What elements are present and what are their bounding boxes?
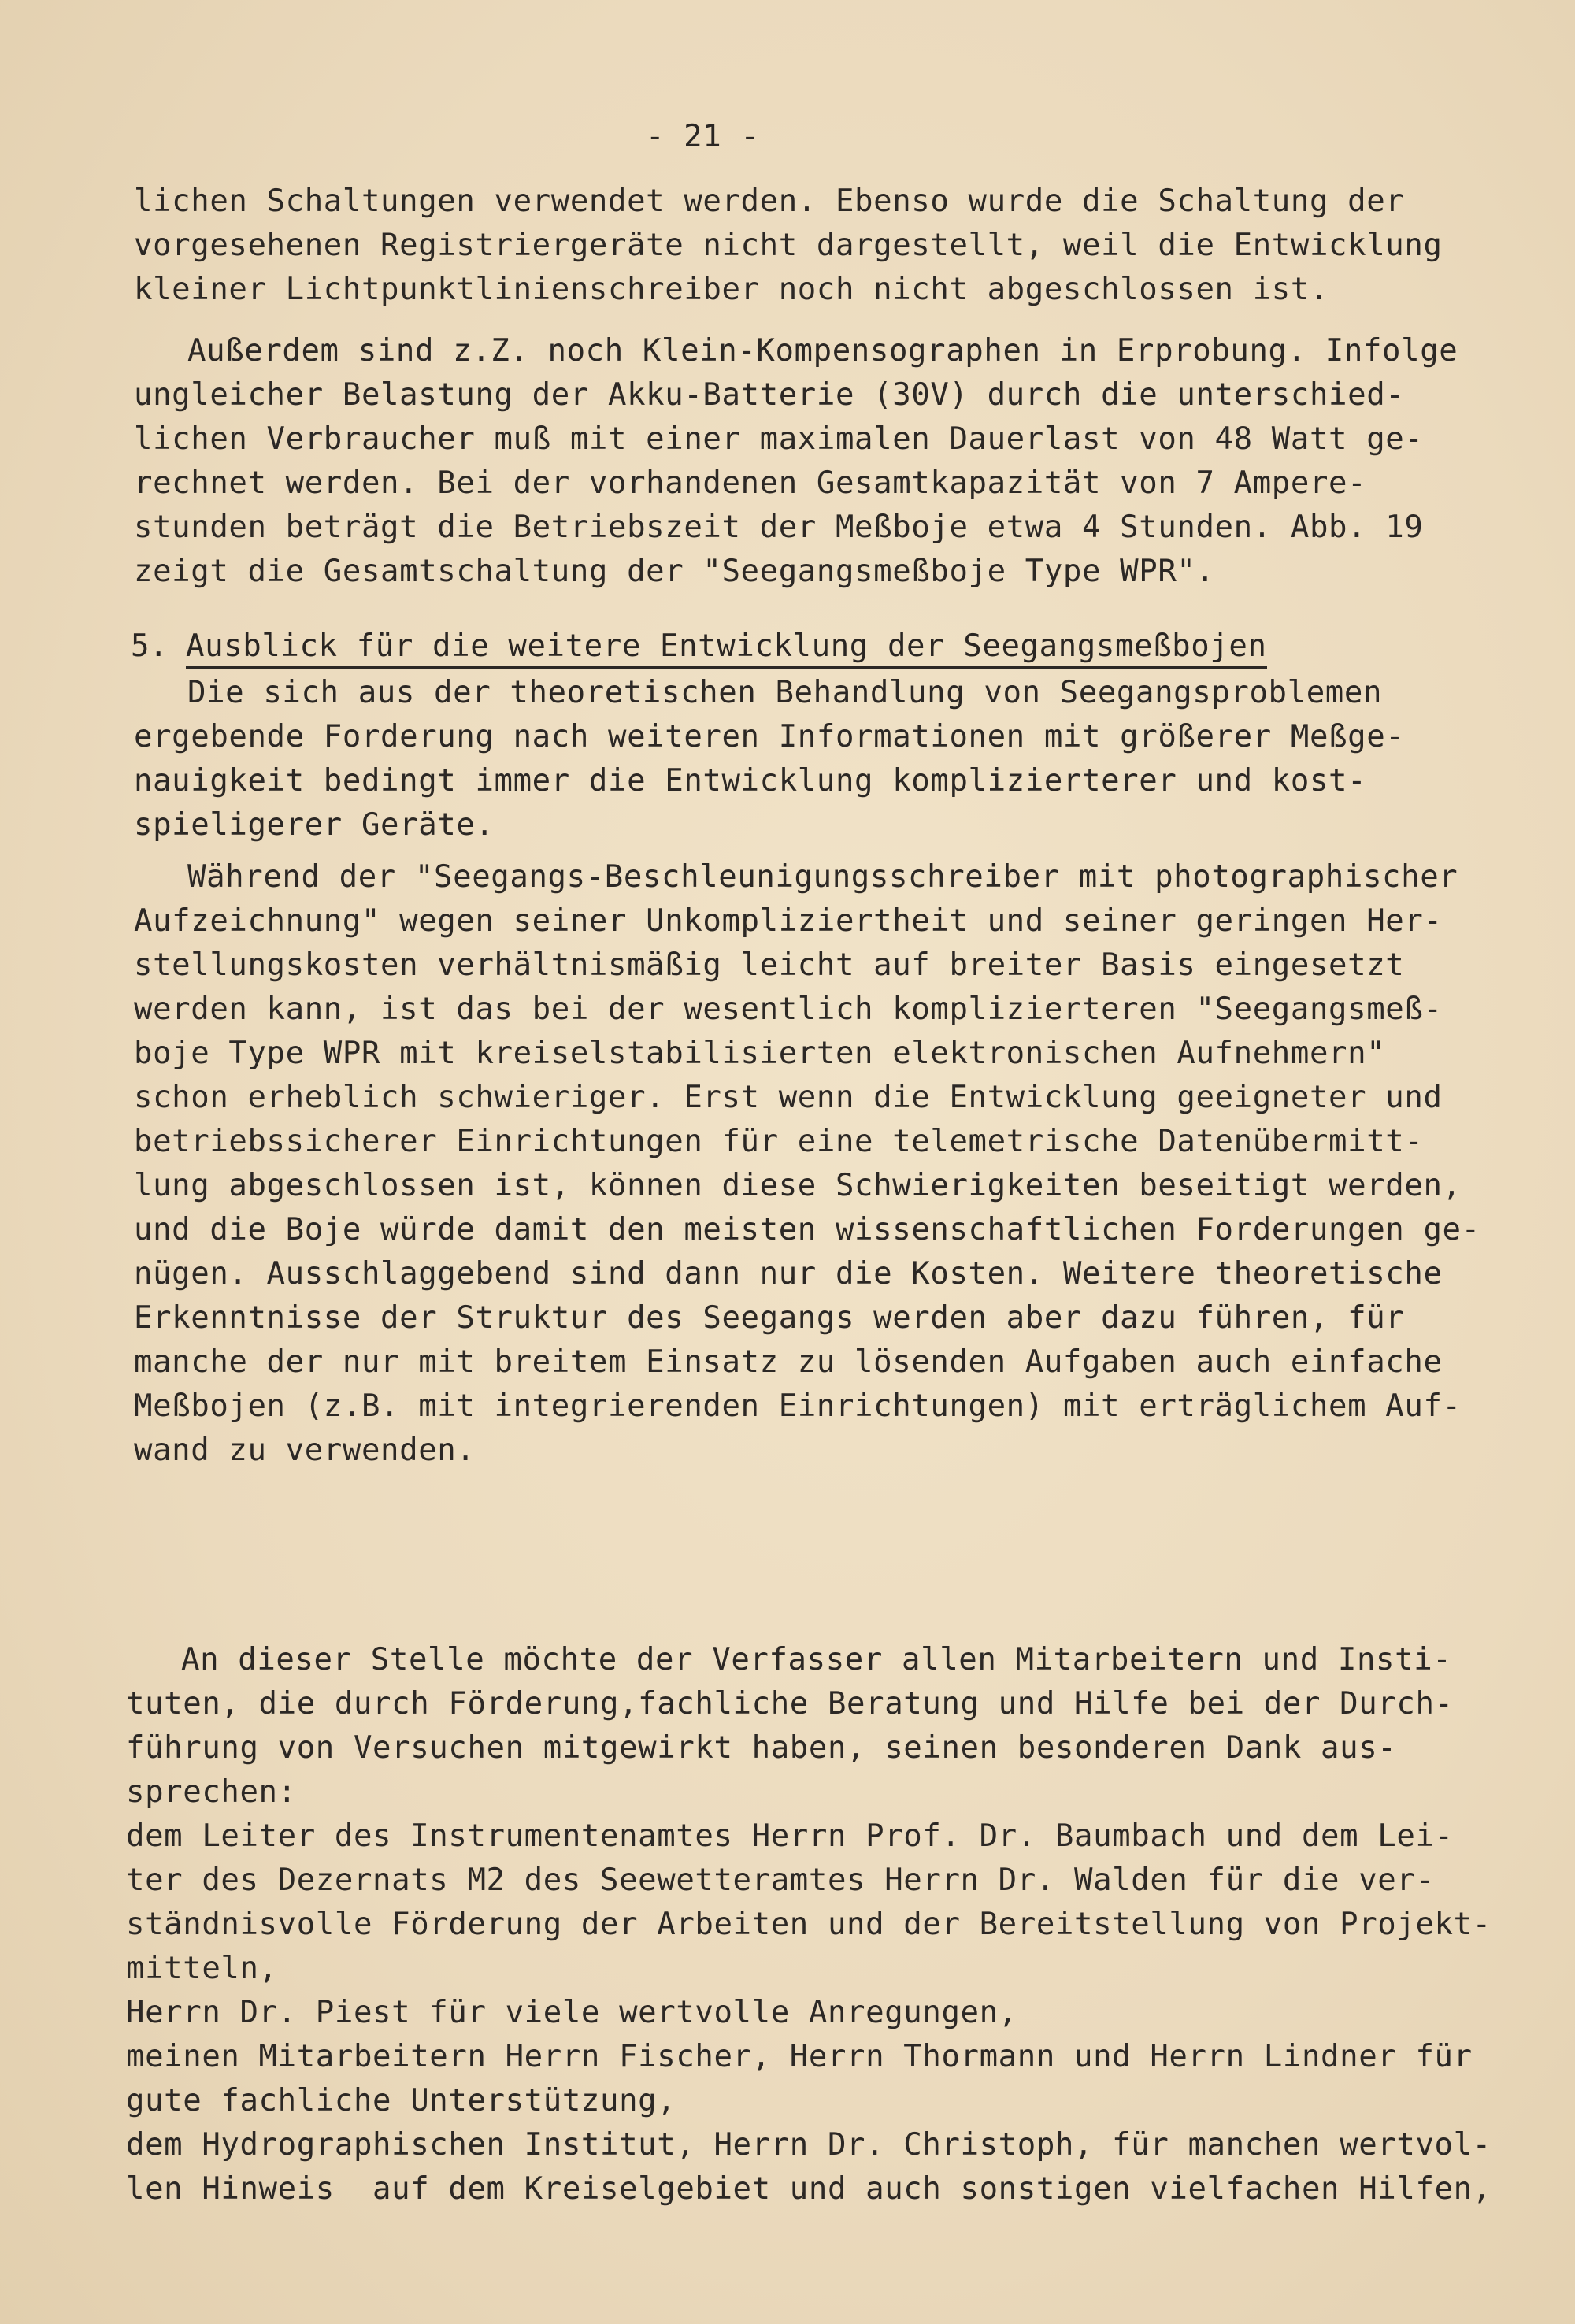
text-line: spieligerer Geräte. (134, 807, 495, 843)
section-title: Ausblick für die weitere Entwicklung der Seegangsmeßbojen (186, 628, 1267, 669)
text-line: lichen Verbraucher muß mit einer maximalen Dauerlast von 48 Watt ge- (134, 421, 1424, 457)
text-line: und die Boje würde damit den meisten wissenschaftlichen Forderungen ge- (134, 1212, 1480, 1247)
text-line: kleiner Lichtpunktlinienschreiber noch nicht abgeschlossen ist. (134, 272, 1329, 307)
text-line: vorgesehenen Registriergeräte nicht dargestellt, weil die Entwicklung (134, 228, 1443, 263)
text-line: nauigkeit bedingt immer die Entwicklung komplizierterer und kost- (134, 763, 1367, 799)
text-line: Erkenntnisse der Struktur des Seegangs werden aber dazu führen, für (134, 1300, 1405, 1336)
text-line: ungleicher Belastung der Akku-Batterie (30V) durch die unterschied- (134, 377, 1405, 413)
text-line: werden kann, ist das bei der wesentlich komplizierteren "Seegangsmeß- (134, 991, 1443, 1027)
section-number: 5. (131, 628, 168, 664)
text-line: manche der nur mit breitem Einsatz zu lösenden Aufgaben auch einfache (134, 1344, 1443, 1380)
page-number: - 21 - (646, 119, 760, 154)
text-line: meinen Mitarbeitern Herrn Fischer, Herrn Thormann und Herrn Lindner für (126, 2039, 1473, 2074)
text-line: führung von Versuchen mitgewirkt haben, seinen besonderen Dank aus- (126, 1730, 1397, 1766)
text-line: ständnisvolle Förderung der Arbeiten und der Bereitstellung von Projekt- (126, 1907, 1492, 1942)
text-line: rechnet werden. Bei der vorhandenen Gesamtkapazität von 7 Ampere- (134, 465, 1367, 501)
text-line: betriebssicherer Einrichtungen für eine telemetrische Datenübermitt- (134, 1124, 1424, 1159)
text-line: lichen Schaltungen verwendet werden. Ebenso wurde die Schaltung der (134, 183, 1405, 219)
text-line: schon erheblich schwieriger. Erst wenn die Entwicklung geeigneter und (134, 1080, 1443, 1115)
text-line: dem Leiter des Instrumentenamtes Herrn Prof. Dr. Baumbach und dem Lei- (126, 1818, 1454, 1854)
text-line: stunden beträgt die Betriebszeit der Meßboje etwa 4 Stunden. Abb. 19 (134, 510, 1424, 545)
text-line: Meßbojen (z.B. mit integrierenden Einrichtungen) mit erträglichem Auf- (134, 1388, 1462, 1424)
text-line: wand zu verwenden. (134, 1433, 476, 1468)
text-line: gute fachliche Unterstützung, (126, 2083, 676, 2118)
text-line: Aufzeichnung" wegen seiner Unkompliziertheit und seiner geringen Her- (134, 903, 1443, 939)
text-line: Während der "Seegangs-Beschleunigungsschreiber mit photographischer (187, 859, 1458, 895)
text-line: mitteln, (126, 1951, 278, 1986)
text-line: stellungskosten verhältnismäßig leicht auf breiter Basis eingesetzt (134, 947, 1405, 983)
text-line: dem Hydrographischen Institut, Herrn Dr. Christoph, für manchen wertvol- (126, 2127, 1492, 2163)
text-line: zeigt die Gesamtschaltung der "Seegangsmeßboje Type WPR". (134, 554, 1215, 589)
text-line: len Hinweis auf dem Kreiselgebiet und auch sonstigen vielfachen Hilfen, (126, 2171, 1492, 2207)
text-line: Außerdem sind z.Z. noch Klein-Kompensographen in Erprobung. Infolge (187, 333, 1458, 369)
text-line: Die sich aus der theoretischen Behandlung von Seegangsproblemen (187, 675, 1383, 710)
text-line: lung abgeschlossen ist, können diese Schwierigkeiten beseitigt werden, (134, 1168, 1462, 1203)
text-line: An dieser Stelle möchte der Verfasser allen Mitarbeitern und Insti- (181, 1642, 1452, 1677)
text-line: sprechen: (126, 1774, 297, 1810)
text-line: tuten, die durch Förderung,fachliche Beratung und Hilfe bei der Durch- (126, 1686, 1454, 1722)
text-line: Herrn Dr. Piest für viele wertvolle Anregungen, (126, 1995, 1017, 2030)
text-line: ergebende Forderung nach weiteren Informationen mit größerer Meßge- (134, 719, 1405, 754)
text-line: ter des Dezernats M2 des Seewetteramtes Herrn Dr. Walden für die ver- (126, 1863, 1435, 1898)
text-line: nügen. Ausschlaggebend sind dann nur die Kosten. Weitere theoretische (134, 1256, 1443, 1292)
text-line: boje Type WPR mit kreiselstabilisierten elektronischen Aufnehmern" (134, 1036, 1386, 1071)
